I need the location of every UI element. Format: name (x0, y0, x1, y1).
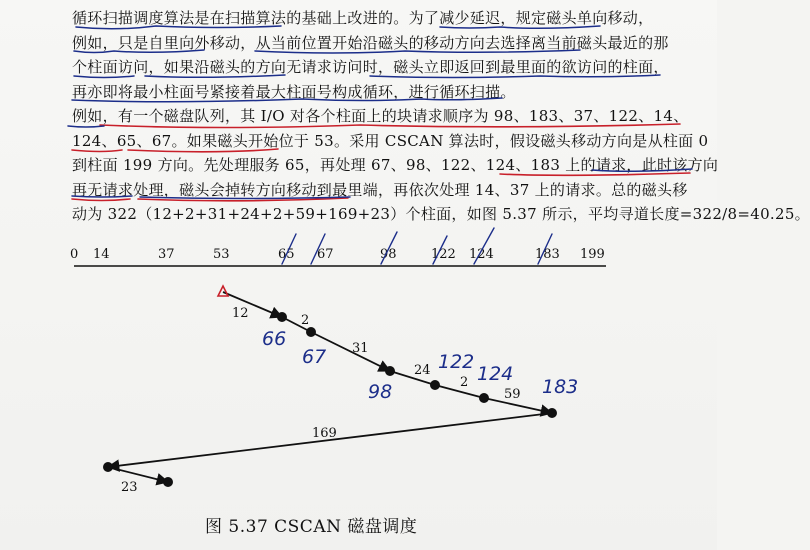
text-line: 循环扫描调度算法是在扫描算法的基础上改进的。为了减少延迟，规定磁头单向移动， (72, 9, 654, 27)
axis-tick-label: 122 (431, 247, 456, 262)
handwritten-note: 124 (477, 363, 514, 385)
axis-tick-label: 183 (535, 247, 560, 262)
segment-distance-label: 2 (301, 313, 310, 328)
node-dot (430, 380, 440, 390)
text-line: 到柱面 199 方向。先处理服务 65，再处理 67、98、122、124、183 上的请求，此时该方向 (72, 156, 719, 174)
axis-tick-label: 67 (317, 247, 334, 262)
handwritten-note: 183 (542, 376, 579, 398)
handwritten-note: 66 (262, 328, 287, 350)
axis-tick-label: 199 (580, 247, 605, 262)
axis-tick-label: 37 (158, 247, 175, 262)
segment-distance-label: 24 (414, 363, 431, 378)
handwritten-note: 122 (438, 351, 475, 373)
segment-distance-label: 169 (312, 426, 337, 441)
path-segment (108, 467, 168, 482)
figure-caption: 图 5.37 CSCAN 磁盘调度 (205, 517, 418, 537)
handwritten-note: 67 (302, 346, 327, 368)
text-line: 124、65、67。如果磁头开始位于 53。采用 CSCAN 算法时，假设磁头移动方向是从柱面 0 (72, 131, 709, 150)
node-dot (163, 477, 173, 487)
axis-tick-label: 98 (380, 247, 397, 262)
segment-distance-label: 12 (232, 306, 249, 321)
node-dot (547, 408, 557, 418)
text-line: 个柱面访问，如果沿磁头的方向无请求访问时，磁头立即返回到最里面的欲访问的柱面， (72, 58, 669, 76)
node-dot (103, 462, 113, 472)
text-line: 动为 322（12+2+31+24+2+59+169+23）个柱面，如图 5.37 所示，平均寻道长度=322/8=40.25。 (72, 205, 810, 223)
segment-distance-label: 2 (460, 375, 469, 390)
axis-tick-label: 0 (70, 247, 79, 262)
node-dot (385, 366, 395, 376)
segment-distance-label: 31 (352, 341, 369, 356)
segment-distance-label: 23 (121, 480, 138, 495)
handwritten-note: 98 (368, 381, 393, 403)
text-line: 再亦即将最小柱面号紧接着最大柱面号构成循环，进行循环扫描。 (72, 82, 516, 101)
text-line: 例如，有一个磁盘队列，其 I/O 对各个柱面上的块请求顺序为 98、183、37、122、14、 (72, 107, 689, 125)
axis-tick-label: 53 (213, 247, 230, 262)
axis-tick-label: 65 (278, 247, 295, 262)
axis-tick-label: 14 (93, 247, 110, 262)
node-dot (306, 327, 316, 337)
axis-tick-label: 124 (469, 247, 494, 262)
text-line: 例如，只是自里向外移动，从当前位置开始沿磁头的移动方向去选择离当前磁头最近的那 (72, 33, 669, 52)
start-marker (218, 286, 228, 296)
text-line: 再无请求处理，磁头会掉转方向移动到最里端，再依次处理 14、37 上的请求。总的磁头移 (72, 180, 688, 199)
node-dot (277, 312, 287, 322)
node-dot (479, 393, 489, 403)
segment-distance-label: 59 (504, 387, 521, 402)
